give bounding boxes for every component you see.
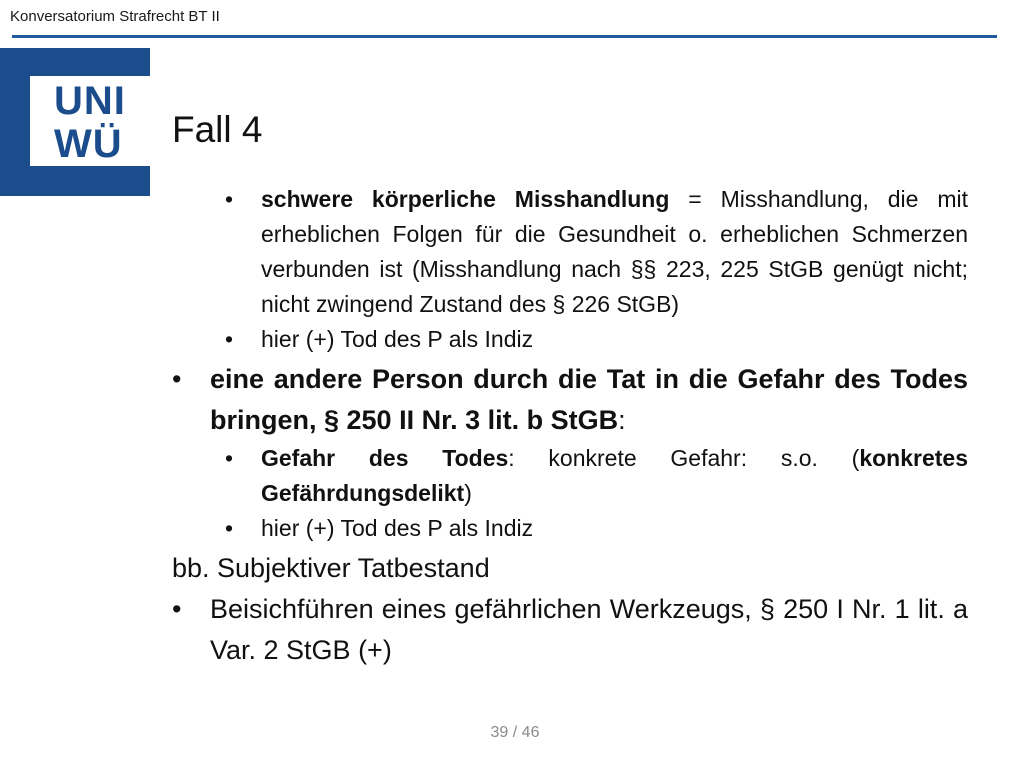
bullet-text: :	[618, 405, 626, 435]
course-title: Konversatorium Strafrecht BT II	[10, 8, 220, 25]
term-schwere-misshandlung: schwere körperliche Misshandlung	[261, 186, 670, 212]
bullet-text: : konkrete Gefahr: s.o. (	[508, 445, 860, 471]
section-heading: bb. Subjektiver Tatbestand	[172, 553, 490, 583]
term-gefaehrdungsdelikt: konkretes Gefährdungsdelikt	[261, 445, 968, 506]
bullet-indiz-1	[225, 322, 968, 357]
slide-title: Fall 4	[172, 109, 263, 150]
logo-text-wue: WÜ	[54, 122, 123, 166]
slide-content	[172, 182, 968, 671]
bullet-dot: •	[225, 515, 234, 541]
bullet-todesgefahr	[172, 359, 968, 441]
bullet-text: hier (+) Tod des P als Indiz	[261, 326, 534, 352]
term-gefahr-des-todes: Gefahr des Todes	[261, 445, 509, 471]
logo-text-uni: UNI	[54, 79, 126, 123]
bullet-dot: •	[172, 364, 182, 394]
bullet-dot: •	[225, 326, 234, 352]
page-number: 39 / 46	[490, 724, 540, 741]
bullet-dot: •	[172, 594, 182, 624]
bullet-dot: •	[225, 445, 234, 471]
bullet-dot: •	[225, 186, 234, 212]
definition-text: = Misshandlung, die mit erheblichen Folgen für die Gesundheit o. erheblichen Schmerzen verbunden ist (Misshandlung nach §§ 223, 225 StGB genügt nicht; nicht zwingend Zustand des § 226 StGB)	[261, 186, 968, 317]
bullet-indiz-2	[225, 511, 968, 546]
bullet-text: )	[464, 480, 472, 506]
bullet-schwere-misshandlung	[225, 182, 968, 322]
term-todesgefahr: eine andere Person durch die Tat in die Gefahr des Todes bringen, § 250 II Nr. 3 lit. b StGB	[210, 364, 968, 435]
bullet-gefahr-des-todes	[225, 441, 968, 511]
bullet-text: Beisichführen eines gefährlichen Werkzeugs, § 250 I Nr. 1 lit. a Var. 2 StGB (+)	[210, 594, 968, 665]
bullet-text: hier (+) Tod des P als Indiz	[261, 515, 534, 541]
bullet-werkzeug	[172, 589, 968, 671]
header-rule	[12, 35, 997, 38]
